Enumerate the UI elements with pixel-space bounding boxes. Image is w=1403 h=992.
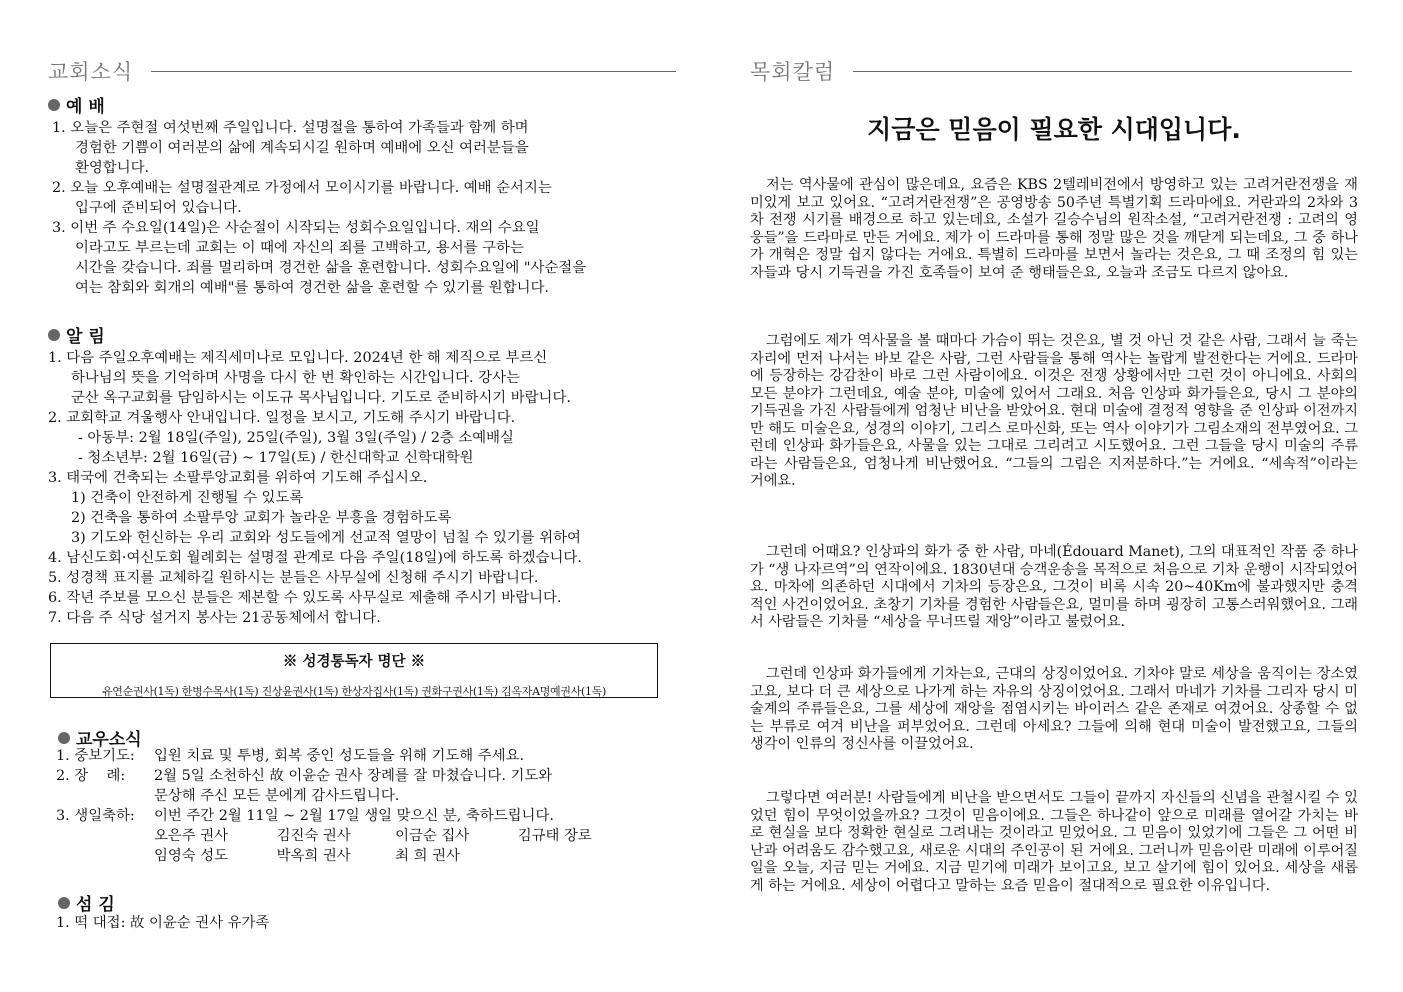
notices-heading bbox=[48, 322, 105, 347]
birthday-names-row bbox=[56, 826, 592, 846]
column-title: 지금은 믿음이 필요한 시대입니다. bbox=[867, 115, 1241, 144]
list-item: 입구에 준비되어 있습니다. bbox=[75, 200, 242, 216]
list-item: 7. 다음 주 식당 설거지 봉사는 21공동체에서 합니다. bbox=[48, 610, 381, 626]
birthday-label: 3. 생일축하: bbox=[56, 808, 135, 824]
prayer-text: 입원 치료 및 투병, 회복 중인 성도들을 위해 기도해 주세요. bbox=[154, 748, 525, 764]
birthday-name: 이금순 집사 bbox=[395, 828, 470, 844]
bible-readers-names: 유연순권사(1독) 한병수목사(1독) 진상윤권사(1독) 한상자집사(1독) 권화구권사(1독) 김옥자A명예권사(1독) bbox=[101, 685, 607, 698]
list-item: 문상해 주신 모든 분에게 감사드립니다. bbox=[154, 788, 400, 804]
bullet-dot-icon bbox=[48, 99, 60, 111]
list-item: 경험한 기쁨이 여러분의 삶에 계속되시길 원하며 예배에 오신 여러분들을 bbox=[75, 140, 529, 156]
notices-heading-text: 알 림 bbox=[66, 327, 105, 347]
list-item: 환영합니다. bbox=[75, 160, 150, 176]
bullet-dot-icon bbox=[58, 732, 70, 744]
left-header-rule bbox=[151, 71, 676, 72]
list-item: 3. 태국에 건축되는 소팔루앙교회를 위하여 기도해 주십시오. bbox=[48, 470, 428, 486]
list-item: 2) 건축을 통하여 소팔루앙 교회가 놀라운 부흥을 경험하도록 bbox=[71, 510, 452, 526]
members-list bbox=[56, 746, 592, 866]
list-item bbox=[56, 806, 592, 826]
list-item bbox=[56, 766, 592, 786]
left-section-header bbox=[48, 56, 676, 86]
list-item: 6. 작년 주보를 모으신 분들은 제본할 수 있도록 사무실로 제출해 주시기 바랍니다. bbox=[48, 590, 562, 606]
notices-list bbox=[48, 348, 582, 628]
column-paragraph bbox=[750, 544, 1358, 632]
list-item: 3. 이번 주 수요일(14일)은 사순절이 시작되는 성회수요일입니다. 재의 수요일 bbox=[52, 220, 540, 236]
birthday-name: 임영숙 성도 bbox=[154, 848, 229, 864]
column-paragraph-text: 그런데 인상파 화가들에게 기차는요, 근대의 상징이었어요. 기차야 말로 세상을 움직이는 장소였고요, 보다 더 큰 세상으로 나가게 하는 자유의 상징이었어요. 그래서 마네가 기차를 그리자 당시 미술계의 주류들은요, 그를 세상에 재앙을 점염시키는 바이러스 같은 존재로 여겼어요. 상종할 수 없는 부류로 여겨 비난을 퍼부었어요. 그런데 아세요? 그들에 의해 현대 미술이 발전했고요, 그들의 생각이 인류의 정신사를 이끌었어요. bbox=[750, 666, 1358, 752]
funeral-text: 2월 5일 소천하신 故 이윤순 권사 장례를 잘 마쳤습니다. 기도와 bbox=[154, 768, 553, 784]
column-paragraph-text: 그렇다면 여러분! 사람들에게 비난을 받으면서도 그들이 끝까지 자신들의 신념을 관철시킬 수 있었던 힘이 무엇이었을까요? 그것이 믿음이에요. 그들은 하나같이 앞으로 미래를 열어갈 가치는 바로 현실을 보다 정확한 현실로 그려내는 것이라고 믿었어요. 그 믿음이 있었기에 그들은 그 어떤 비난과 어려움도 감수했고요, 새로운 시대의 주인공이 된 거에요. 그러니까 믿음이란 미래에 이루어질 일을 오늘, 지금 믿는 거에요. 지금 믿기에 미래가 보이고요, 보고 살기에 힘이 있어요. 세상을 새롭게 하는 거에요. 세상이 어렵다고 말하는 요즘 믿음이 절대적으로 필요한 이유입니다. bbox=[750, 790, 1358, 894]
list-item: 2. 오늘 오후예배는 설명절관계로 가정에서 모이시기를 바랍니다. 예배 순서지는 bbox=[52, 180, 552, 196]
column-paragraph bbox=[750, 333, 1358, 491]
list-item: - 아동부: 2월 18일(주일), 25일(주일), 3월 3일(주일) / 2층 소예배실 bbox=[78, 430, 514, 446]
column-paragraph-text: 그럼에도 제가 역사물을 볼 때마다 가슴이 뛰는 것은요, 별 것 아닌 것 같은 사람, 그래서 늘 죽는 자리에 먼저 나서는 바보 같은 사람, 그런 사람들을 통해 역사는 놀랍게 발전한다는 거에요. 드라마에 등장하는 강감찬이 바로 그런 사람이에요. 이것은 전쟁 상황에서만 그런 것이 아니에요. 사회의 모든 분야가 그런데요, 예술 분야, 미술에 있어서 그래요. 처음 인상파 화가들은요, 당시 그 분야의 기득권을 가진 사람들에게 엄청난 비난을 받았어요. 현대 미술에 결정적 영향을 준 인상파 이전까지만 해도 미술은요, 성경의 이야기, 그리스 로마신화, 또는 역사 이야기가 그림소재의 전부였어요. 그런데 인상파 화가들은요, 사물을 있는 그대로 그리려고 시도했어요. 그런 그들을 당시 미술의 주류라는 사람들은요, 엄청나게 비난했어요. “그들의 그림은 지저분하다.”는 거에요. “세속적”이라는 거에요. bbox=[750, 333, 1358, 489]
right-header-rule bbox=[853, 71, 1352, 72]
birthday-name: 박옥희 권사 bbox=[276, 848, 351, 864]
service-heading-text: 섬 김 bbox=[76, 895, 115, 915]
list-item: 5. 성경책 표지를 교체하길 원하시는 분들은 사무실에 신청해 주시기 바랍니다. bbox=[48, 570, 539, 586]
birthday-name: 김진숙 권사 bbox=[276, 828, 351, 844]
right-section-header bbox=[750, 56, 1352, 86]
list-item: 1. 오늘은 주현절 여섯번째 주일입니다. 설명절을 통하여 가족들과 함께 하며 bbox=[52, 120, 529, 136]
list-item: 4. 남신도회·여신도회 월례회는 설명절 관계로 다음 주일(18일)에 하도록 하겠습니다. bbox=[48, 550, 582, 566]
list-item: 여는 참회와 회개의 예배"를 통하여 경건한 삶을 훈련할 수 있기를 원합니다. bbox=[75, 280, 549, 296]
funeral-label: 2. 장 례: bbox=[56, 768, 126, 784]
birthday-name: 최 희 권사 bbox=[395, 848, 460, 864]
right-header-title: 목회칼럼 bbox=[750, 60, 836, 84]
list-item: 2. 교회학교 겨울행사 안내입니다. 일정을 보시고, 기도해 주시기 바랍니다. bbox=[48, 410, 516, 426]
list-item: 군산 옥구교회를 담임하시는 이도규 목사님입니다. 기도로 준비하시기 바랍니다. bbox=[71, 390, 571, 406]
birthday-names-row bbox=[56, 846, 592, 866]
column-paragraph-text: 그런데 어때요? 인상파의 화가 중 한 사람, 마네(Édouard Manet), 그의 대표적인 작품 중 하나가 “생 나자르역”의 연작이에요. 1830년대 승객운송을 목적으로 처음으로 기차 운행이 시작되었어요. 마차에 의존하던 시대에서 기차의 등장은요, 그것이 비록 시속 20~40Km에 불과했지만 충격적인 사건이었어요. 초창기 기차를 경험한 사람들은요, 멀미를 하며 굉장히 고통스러워했어요. 그래서 사람들은 기차를 “세상을 무너뜨릴 재앙”이라고 불렀어요. bbox=[750, 544, 1358, 630]
list-item: 이라고도 부르는데 교회는 이 때에 자신의 죄를 고백하고, 용서를 구하는 bbox=[75, 240, 524, 256]
worship-heading-text: 예 배 bbox=[66, 97, 105, 117]
birthday-name: 김규태 장로 bbox=[517, 828, 592, 844]
birthday-text: 이번 주간 2월 11일 ~ 2월 17일 생일 맞으신 분, 축하드립니다. bbox=[154, 808, 554, 824]
list-item: - 청소년부: 2월 16일(금) ~ 17일(토) / 한신대학교 신학대학원 bbox=[78, 450, 474, 466]
column-paragraph-text: 저는 역사물에 관심이 많은데요, 요즘은 KBS 2텔레비전에서 방영하고 있는 고려거란전쟁을 재미있게 보고 있어요. “고려거란전쟁”은 공영방송 50주년 특별기획 드라마에요. 거란과의 2차와 3차 전쟁 시기를 배경으로 하고 있는데요, 소설가 길승수님의 원작소설, “고려거란전쟁 : 고려의 영웅들”을 드라마로 만든 거에요. 제가 이 드라마를 통해 정말 많은 것을 깨닫게 되는데요, 그 중 하나가 개혁은 정말 쉽지 않다는 거에요. 특별히 드라마를 보면서 놀라는 것은요, 그 때 조정의 힘 있는 자들과 당시 기득권을 가진 호족들이 보여 준 행태들은요, 오늘과 조금도 다르지 않아요. bbox=[750, 177, 1359, 281]
prayer-label: 1. 중보기도: bbox=[56, 748, 135, 764]
bible-readers-title: ※ 성경통독자 명단 ※ bbox=[282, 653, 426, 670]
column-paragraph bbox=[750, 177, 1358, 282]
list-item: 1) 건축이 안전하게 진행될 수 있도록 bbox=[71, 490, 304, 506]
list-item: 1. 다음 주일오후예배는 제직세미나로 모입니다. 2024년 한 해 제직으로 부르신 bbox=[48, 350, 548, 366]
column-paragraph bbox=[750, 666, 1358, 754]
list-item: 1. 떡 대접: 故 이윤순 권사 유가족 bbox=[56, 915, 270, 931]
column-paragraph bbox=[750, 790, 1358, 895]
service-heading bbox=[58, 890, 115, 915]
bullet-dot-icon bbox=[48, 329, 60, 341]
worship-list bbox=[52, 118, 586, 298]
worship-heading bbox=[48, 92, 105, 117]
service-list bbox=[56, 913, 269, 933]
list-item: 3) 기도와 헌신하는 우리 교회와 성도들에게 선교적 열망이 넘칠 수 있기를 위하여 bbox=[71, 530, 581, 546]
bullet-dot-icon bbox=[58, 897, 70, 909]
list-item bbox=[56, 746, 592, 766]
birthday-name: 오은주 권사 bbox=[154, 828, 229, 844]
members-heading-text: 교우소식 bbox=[76, 730, 142, 750]
list-item: 하나님의 뜻을 기억하며 사명을 다시 한 번 확인하는 시간입니다. 강사는 bbox=[71, 370, 520, 386]
list-item: 시간을 갖습니다. 죄를 멀리하며 경건한 삶을 훈련합니다. 성회수요일에 "사순절을 bbox=[75, 260, 587, 276]
bible-readers-box bbox=[50, 643, 658, 698]
left-header-title: 교회소식 bbox=[48, 60, 134, 84]
